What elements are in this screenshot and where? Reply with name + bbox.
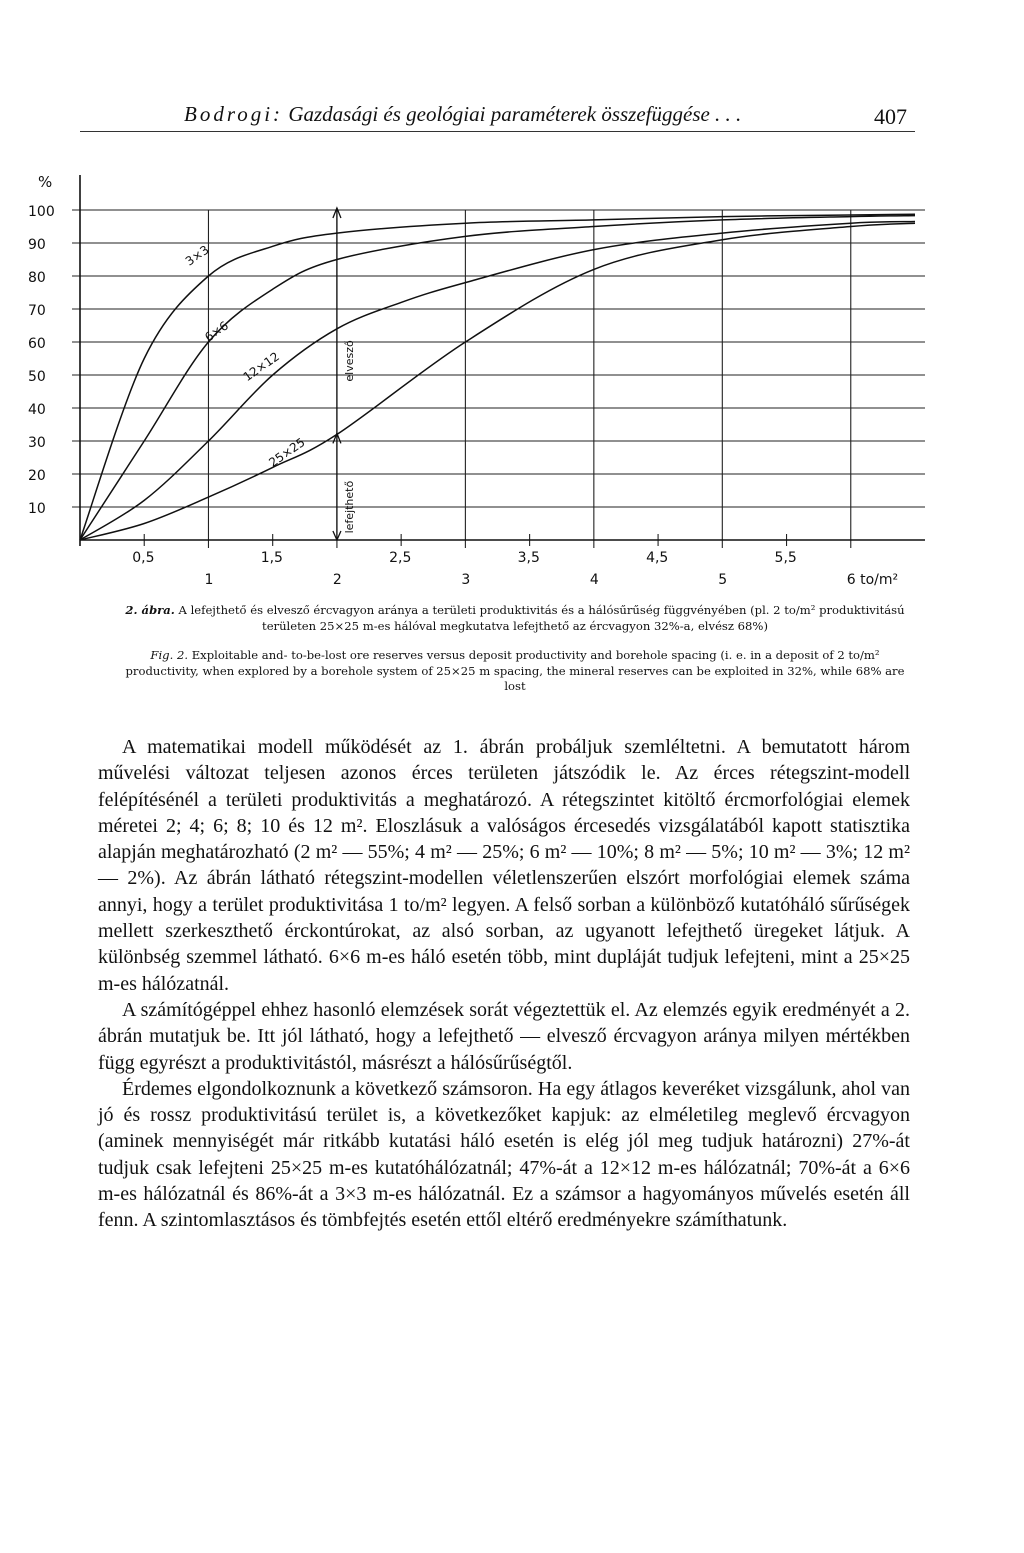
y-tick-label: 60 (28, 336, 46, 352)
y-tick-label: 20 (28, 468, 46, 484)
page-number: 407 (874, 104, 907, 129)
x-tick-label-lower: 1 (204, 572, 214, 588)
series-line-3×3 (80, 214, 915, 540)
x-tick-label-upper: 0,5 (132, 550, 155, 566)
caption-hu-text: A lefejthető és elvesző ércvagyon aránya a területi produktivitás és a hálósűrűség függvényében (pl. 2 to/m² produktivitású területen 25×25 m-es hálóval megkutatva lefejthető az ércvagyon 32%-a, elvész 68%) (178, 603, 905, 633)
chart-series (80, 214, 915, 540)
x-tick-label-upper: 3,5 (517, 550, 540, 566)
series-label: 25×25 (266, 435, 308, 470)
figure-2-chart (20, 160, 970, 590)
y-tick-label: 90 (28, 237, 46, 253)
y-tick-labels (28, 204, 55, 517)
y-tick-label: 30 (28, 435, 46, 451)
caption-en-text: Exploitable and- to-be-lost ore reserves versus deposit productivity and borehole spacing (i. e. in a deposit of 2 to/m² productivity, when explored by a borehole system of 25×25 m spacing, the mineral reserves can be exploited in 32%, while 68% are lost (125, 648, 905, 693)
paragraph-2: A számítógéppel ehhez hasonló elemzések sorát végeztettük el. Az elemzés egyik eredményét a 2. ábrán mutatjuk be. Itt jól látható, hogy a lefejthető — elvesző ércvagyon aránya milyen mértékben függ egyrészt a produktivitástól, másrészt a hálósűrűségtől. (98, 998, 910, 1074)
x-tick-label-lower: 3 (461, 572, 471, 588)
y-tick-label: 80 (28, 270, 46, 286)
series-line-25×25 (80, 223, 915, 540)
x-tick-label-lower: 6 to/m² (846, 572, 899, 588)
y-tick-label: 70 (28, 303, 46, 319)
y-tick-label: 100 (28, 204, 55, 220)
caption-english (120, 648, 910, 695)
body-text (98, 734, 910, 1234)
series-label: 3×3 (182, 242, 212, 269)
header-title: Gazdasági és geológiai paraméterek összefüggése . . . (288, 102, 742, 126)
y-tick-label: 50 (28, 369, 46, 385)
series-line-12×12 (80, 222, 915, 540)
series-label: 6×6 (202, 318, 231, 345)
running-title (184, 102, 741, 127)
caption-en-label: Fig. 2. (150, 648, 189, 662)
y-tick-label: 10 (28, 501, 46, 517)
caption-hungarian (120, 603, 910, 634)
series-label: 12×12 (240, 349, 282, 385)
label-lost: elvesző (342, 340, 356, 382)
label-exploitable: lefejthető (342, 480, 356, 534)
series-line-6×6 (80, 216, 915, 540)
x-tick-labels (132, 550, 898, 588)
x-tick-label-upper: 5,5 (774, 550, 797, 566)
x-tick-label-upper: 4,5 (646, 550, 669, 566)
x-tick-label-lower: 2 (332, 572, 342, 588)
paragraph-3: Érdemes elgondolkoznunk a következő számsoron. Ha egy átlagos keveréket vizsgálunk, ahol van jó és rossz produktivitású terület is, a következőket kapjuk: az elméletileg meglevő ércvagyon (aminek mennyiségét már ritkább kutatási háló esetén is elég jól meg tudjuk határozni) 27%-át tudjuk csak lefejteni 25×25 m-es kutatóhálózatnál; 47%-át a 12×12 m-es hálózatnál; 70%-át a 6×6 m-es hálózatnál és 86%-át a 3×3 m-es hálózatnál. Ez a számsor a hagyományos művelés esetén áll fenn. A szintomlasztásos és tömbfejtés esetén ettől eltérő eredményekre számíthatunk. (98, 1077, 910, 1232)
paragraph-1: A matematikai modell működését az 1. ábrán probáljuk szemléltetni. A bemutatott három művelési változat teljesen azonos érces területen játszódik le. Az érces rétegszint-modell felépítésénél a területi produktivitás a meghatározó. A rétegszintet kitöltő érсmorfológiai elemek méretei 2; 4; 6; 8; 10 és 12 m². Eloszlásuk a valóságos ércesedés vizsgálatából kapott statisztika alapján meghatározható (2 m² — 55%; 4 m² — 25%; 6 m² — 10%; 8 m² — 5%; 10 m² — 3%; 12 m² — 2%). Az ábrán látható rétegszint-modellen véletlenszerűen elszórt morfológiai elemek száma annyi, hogy a terület produktivitása 1 to/m² legyen. A felső sorban a különböző kutatóháló sűrűségek mellett szerkeszthető érckontúrokat, az alsó sorban, az ugyanott lefejthető üregeket látjuk. A különbség szemmel látható. 6×6 m-es háló esetén több, mint dupláját tudjuk lefejteni, mint a 25×25 m-es hálózatnál. (98, 736, 910, 995)
y-tick-label: 40 (28, 402, 46, 418)
x-tick-label-upper: 1,5 (260, 550, 283, 566)
y-axis-label: % (38, 173, 53, 191)
x-tick-label-lower: 4 (589, 572, 599, 588)
x-tick-label-lower: 5 (718, 572, 728, 588)
caption-hu-label: 2. ábra. (125, 603, 175, 617)
header-author: Bodrogi: (184, 102, 284, 126)
page-header (80, 96, 915, 132)
header-rule (80, 131, 915, 132)
x-tick-label-upper: 2,5 (389, 550, 412, 566)
